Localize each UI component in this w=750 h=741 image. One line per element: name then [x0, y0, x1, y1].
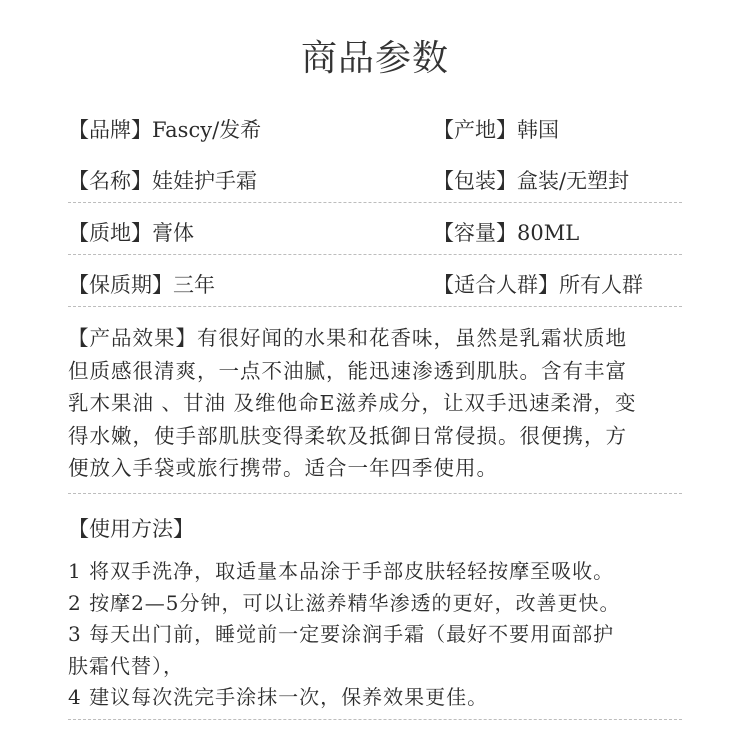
effect-line: 但质感很清爽，一点不油腻，能迅速渗透到肌肤。含有丰富 — [68, 358, 627, 383]
usage-line: 3 每天出门前，睡觉前一定要涂润手霜（最好不要用面部护 — [68, 622, 615, 646]
effect-line: 【产品效果】有很好闻的水果和花香味，虽然是乳霜状质地 — [68, 326, 627, 350]
param-brand: 【品牌】Fascy/发希 — [68, 118, 262, 142]
divider — [68, 719, 682, 720]
params-row — [68, 100, 682, 151]
usage-line: 2 按摩2—5分钟，可以让滋养精华渗透的更好，改善更快。 — [68, 590, 621, 615]
params-row — [68, 151, 682, 203]
param-package: 【包装】盒装/无塑封 — [433, 169, 630, 193]
usage-line: 肤霜代替）， — [68, 653, 184, 678]
param-name: 【名称】娃娃护手霜 — [68, 169, 257, 193]
params-row — [68, 255, 682, 307]
usage-line: 1 将双手洗净，取适量本品涂于手部皮肤轻轻按摩至吸收。 — [68, 559, 615, 583]
page-title: 商品参数 — [300, 38, 449, 79]
divider — [68, 493, 682, 494]
param-shelf-life: 【保质期】三年 — [68, 273, 215, 297]
product-effect — [68, 322, 688, 485]
param-texture: 【质地】膏体 — [68, 221, 194, 245]
effect-line: 便放入手袋或旅行携带。适合一年四季使用。 — [68, 456, 498, 480]
usage-instructions — [68, 556, 696, 714]
param-audience: 【适合人群】所有人群 — [433, 273, 643, 297]
params-table — [68, 100, 682, 307]
param-origin: 【产地】韩国 — [433, 118, 559, 142]
effect-line: 乳木果油 、甘油 及维他命E滋养成分，让双手迅速柔滑，变 — [68, 391, 637, 415]
param-capacity: 【容量】80ML — [433, 221, 580, 245]
usage-title: 【使用方法】 — [68, 517, 194, 541]
effect-line: 得水嫩，使手部肌肤变得柔软及抵御日常侵损。很便携，方 — [68, 423, 627, 448]
params-row — [68, 203, 682, 255]
usage-line: 4 建议每次洗完手涂抹一次，保养效果更佳。 — [68, 685, 489, 709]
